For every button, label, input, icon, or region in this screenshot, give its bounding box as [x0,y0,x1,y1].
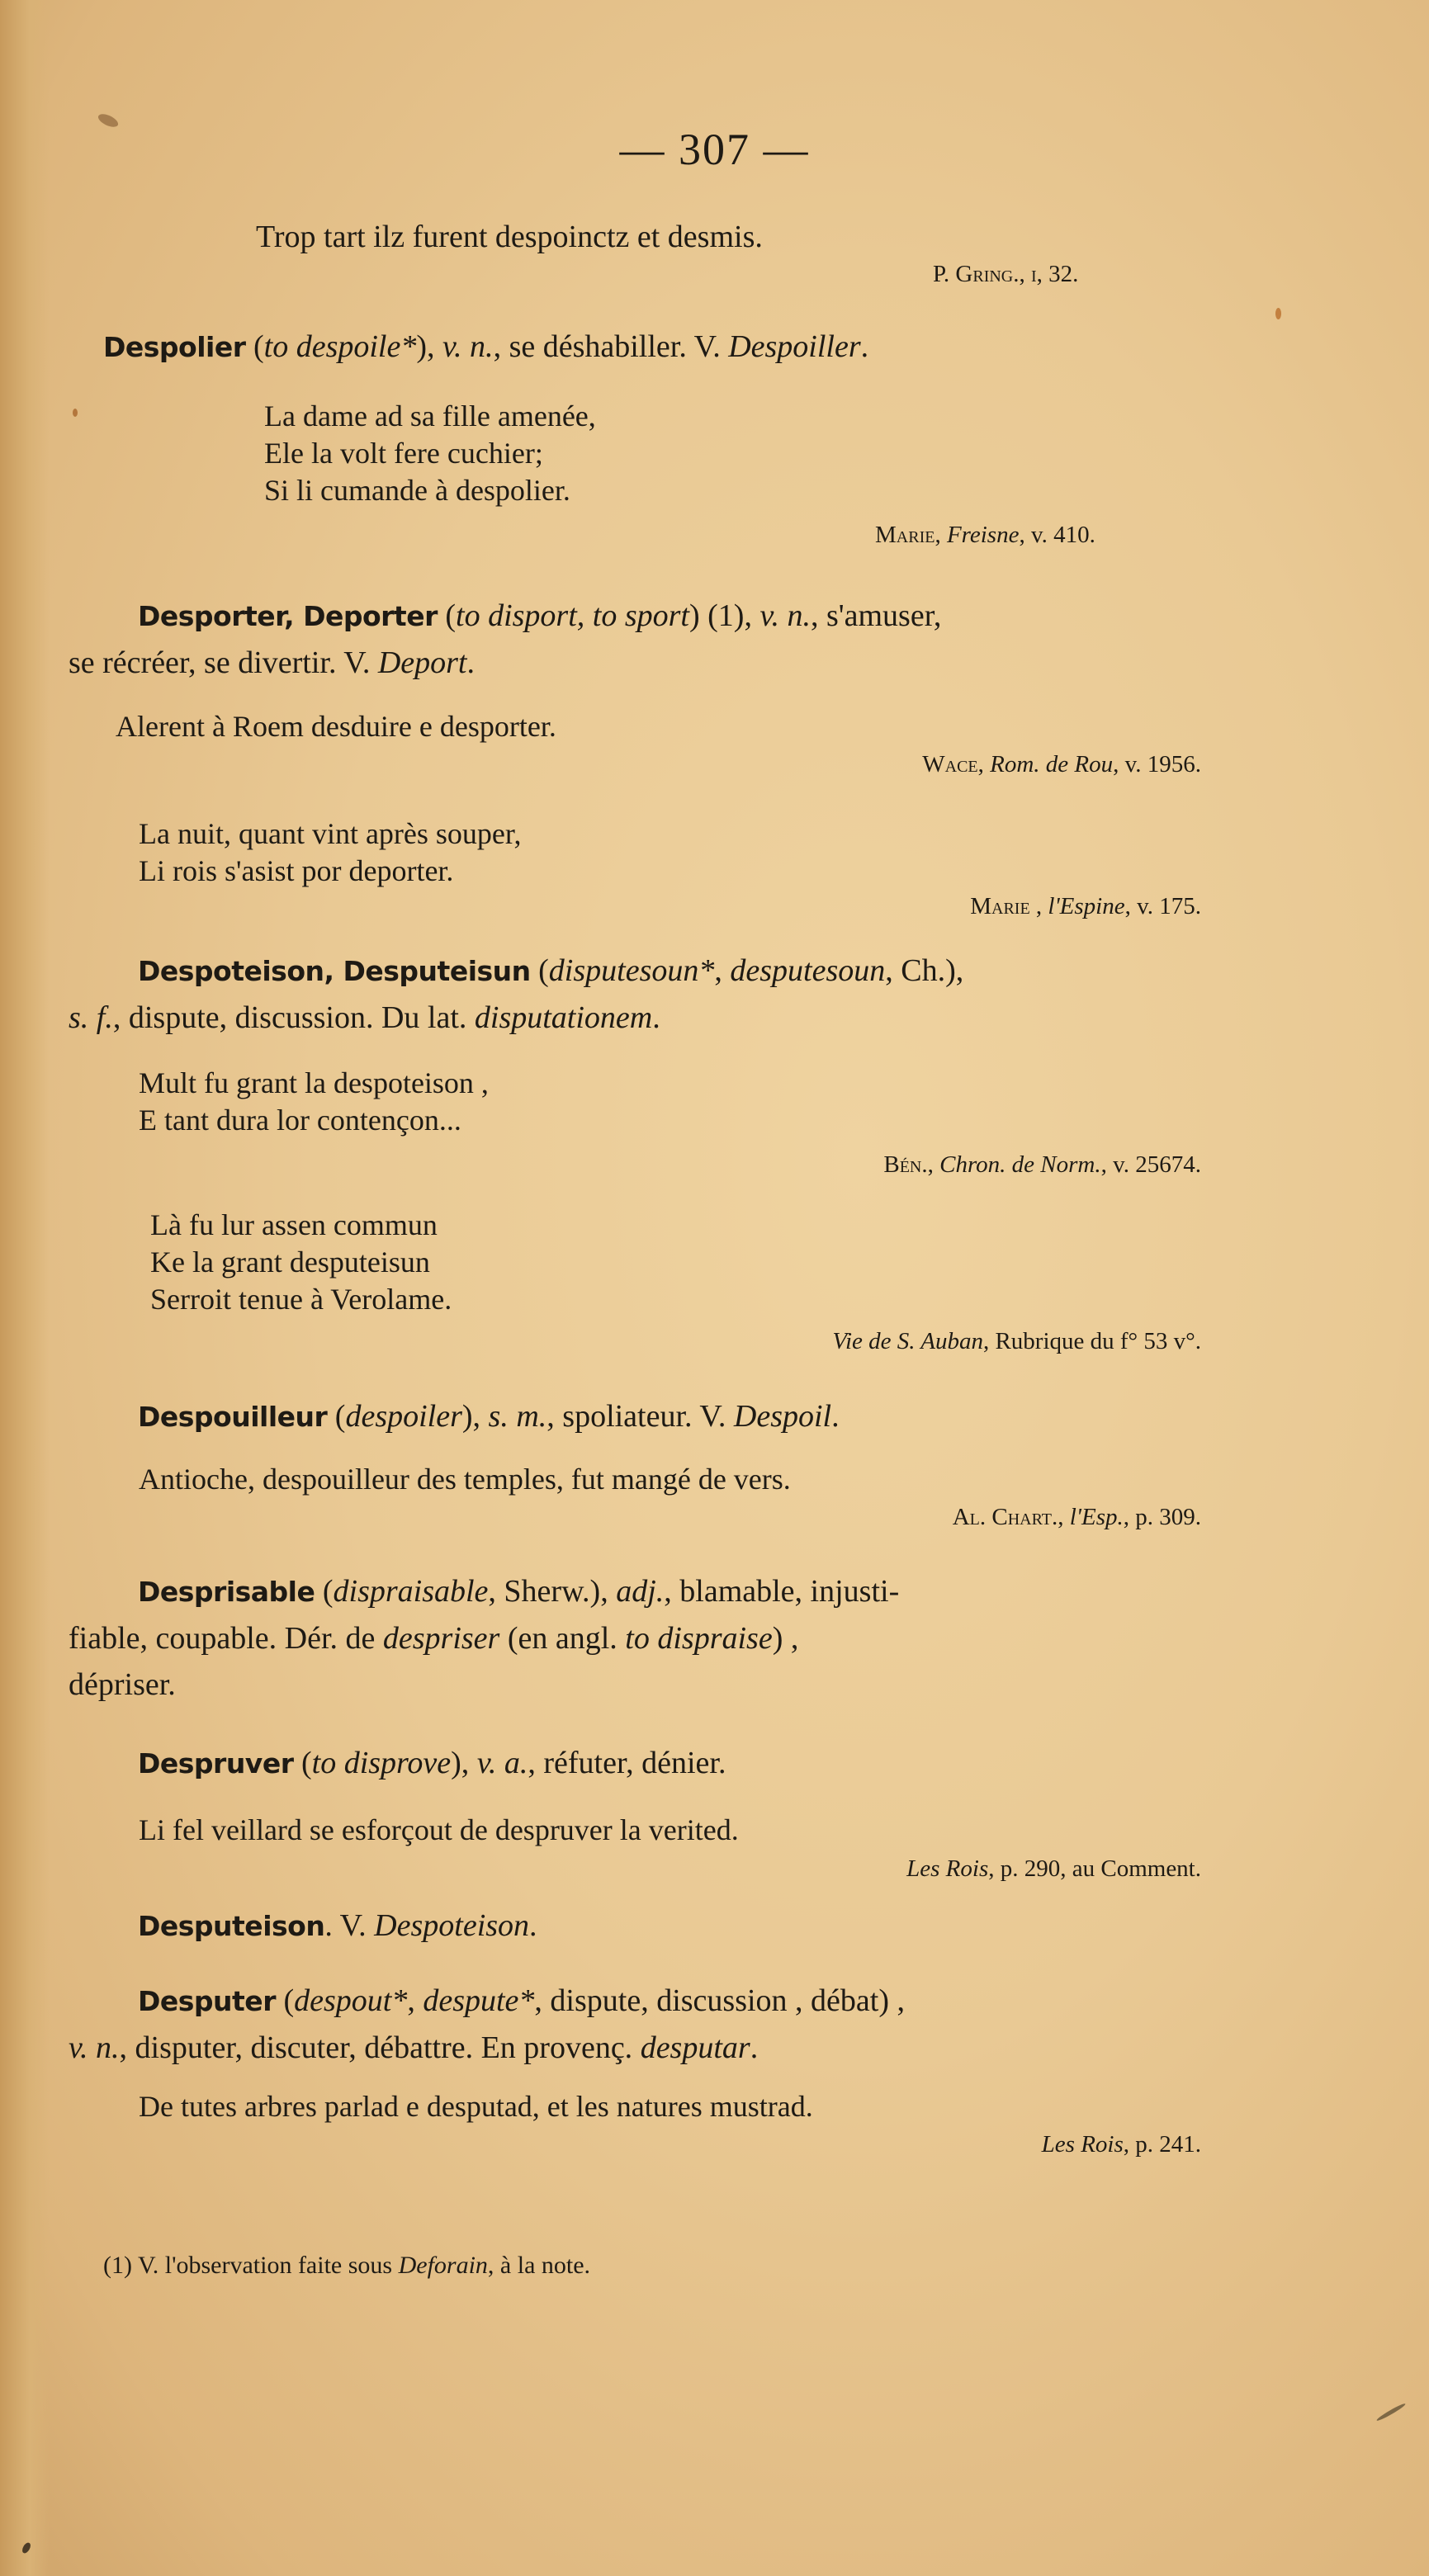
verse-line: Ke la grant desputeisun [150,1245,430,1279]
quote-citation: Marie, Freisne, v. 410. [875,522,1095,548]
quote-citation [268,2129,1201,2159]
definition-text: , Sherw.), [488,1574,617,1609]
definition-text: ), [416,329,443,364]
definition-line: dépriser. [69,1667,176,1702]
quote-verse [150,1207,452,1318]
quote-citation [268,1854,1201,1884]
entry-despoteison [69,948,1391,1041]
grammar-label: adj. [616,1574,665,1609]
definition-text: , dispute, discussion. Du lat. [112,1000,475,1035]
verse-line: Si li cumande à despolier. [264,474,570,507]
definition-text: ) , [772,1621,799,1656]
citation-work: Freisne [946,522,1020,548]
top-quote-text: Trop tart ilz furent despoinctz et desmis. [256,220,763,254]
grammar-label: s. m. [488,1399,547,1434]
verse-line: Serroit tenue à Verolame. [150,1283,452,1316]
verse-line: Ele la volt fere cuchier; [264,437,543,470]
etymon: to disport, to sport [456,598,689,633]
footnote [103,2252,590,2280]
definition-text: , s'amuser, [811,598,942,633]
definition-text: , disputer, discuter, débattre. En provenç. [119,2030,641,2065]
quote-verse [139,1812,739,1849]
verse-line: La dame ad sa fille amenée, [264,399,596,432]
entry-despouilleur [103,1393,1391,1440]
definition-text: . [652,1000,660,1035]
entry-desprisable [69,1568,1391,1708]
footnote-reference: Deforain [398,2252,488,2279]
grammar-label: v. n. [442,329,494,364]
cross-reference: Despoteison [374,1908,530,1943]
page-number: — 307 — [619,125,810,174]
definition-text: ( [253,329,264,364]
etymon: dispraisable [333,1574,489,1609]
definition-text: , [407,1983,423,2018]
cross-reference: Deport [377,645,467,680]
entry-desporter [69,593,1391,686]
verse-line: Là fu lur assen commun [150,1208,438,1241]
etymon: despriser [382,1621,500,1656]
verse-line: Li fel veillard se esforçout de despruver la verited. [139,1813,739,1846]
citation-ref: , v. 25674. [1100,1151,1201,1178]
entry-despruver [103,1740,1391,1787]
definition-text: , [714,953,731,988]
definition-text: ( [538,953,549,988]
quote-verse [264,398,596,509]
headword: Despouilleur [138,1401,328,1433]
headword: Desputeison [138,1910,325,1942]
cross-reference: Despoiller [728,329,861,364]
citation-author: Marie [970,893,1030,919]
quote-verse [116,708,556,745]
quote-citation: Bén., Chron. de Norm., v. 25674. [883,1151,1201,1178]
etymon: disputationem [474,1000,653,1035]
definition-line [103,1568,1391,1615]
definition-line [103,593,1391,640]
definition-text: , spoliateur. V. [547,1399,734,1434]
etymon: despute* [423,1983,535,2018]
citation-ref: , Rubrique du f° 53 v°. [982,1328,1201,1354]
citation-ref: , v. 175. [1124,893,1201,919]
definition-line [103,1902,1391,1950]
verse-line: Li rois s'asist por deporter. [139,854,454,887]
citation-work: Rom. de Rou [990,751,1114,778]
verse-line: Antioche, despouilleur des temples, fut mangé de vers. [139,1463,791,1496]
citation-author: Al. Chart. [952,1504,1058,1530]
definition-text: . [831,1399,840,1434]
verse-line: De tutes arbres parlad e desputad, et les natures mustrad. [139,2090,813,2123]
quote-verse [139,815,521,890]
headword: Desputer [138,1985,276,2017]
verse-line: Mult fu grant la despoteison , [139,1066,489,1099]
headword: Despolier [103,331,246,363]
definition-text: ), [461,1399,489,1434]
definition-text: ( [322,1574,334,1609]
grammar-label: v. a. [476,1746,528,1780]
quote-citation: Al. Chart., l'Esp., p. 309. [952,1504,1201,1530]
definition-text: , se déshabiller. V. [493,329,729,364]
definition-text: ( [334,1399,346,1434]
definition-text: ( [283,1983,295,2018]
headword: Despoteison, Desputeisun [138,955,531,987]
paper-speck [73,409,78,417]
quote-verse [139,1065,489,1139]
headword: Desporter, Deporter [138,600,438,632]
top-quote-citation: P. Gring., i, 32. [933,261,1079,287]
definition-line [103,1740,1391,1787]
definition-text: , Ch.), [885,953,964,988]
definition-text: se récréer, se divertir. V. [69,645,378,680]
etymon: desputar [640,2030,750,2065]
paper-speck [1275,308,1281,319]
citation-ref: , p. 309. [1123,1504,1201,1530]
etymon: to dispraise [625,1621,773,1656]
definition-text: ) (1), [688,598,760,633]
definition-line [103,948,1391,995]
etymon: despoiler [345,1399,462,1434]
definition-text: . [529,1908,537,1943]
paper-speck [21,2541,32,2555]
definition-text: . [860,329,869,364]
entry-desputer [69,1978,1391,2071]
headword: Desprisable [138,1576,315,1608]
etymon: to despoile* [263,329,417,364]
citation-author: Marie [875,522,935,548]
citation-work: Les Rois [1041,2131,1124,2158]
definition-text: ), [451,1746,477,1780]
definition-text: . [466,645,475,680]
definition-text: , réfuter, dénier. [528,1746,726,1780]
etymon: despout* [294,1983,408,2018]
definition-line [103,1978,1391,2025]
citation-author: Wace [922,751,978,778]
definition-text: (en angl. [499,1621,626,1656]
etymon: to disprove [311,1746,452,1780]
quote-citation [268,1326,1201,1356]
grammar-label: s. f. [69,1000,113,1035]
definition-line [69,995,1391,1041]
citation-ref: , p. 290, au Comment. [988,1855,1201,1882]
definition-text: ( [445,598,457,633]
citation-work: l'Esp. [1069,1504,1124,1530]
footnote-text: (1) V. l'observation faite sous [103,2252,399,2279]
verse-line: Alerent à Roem desduire e desporter. [116,710,556,743]
entry-despolier [103,324,1391,371]
definition-text: , dispute, discussion , débat) , [534,1983,905,2018]
verse-line: E tant dura lor contençon... [139,1104,461,1137]
quote-verse [139,1461,791,1498]
paper-speck [1375,2402,1406,2422]
citation-ref: , v. 1956. [1113,751,1201,778]
headword: Despruver [138,1747,294,1780]
cross-reference: Despoil [733,1399,832,1434]
definition-text: fiable, coupable. Dér. de [69,1621,383,1656]
etymon: desputesoun [730,953,886,988]
grammar-label: v. n. [69,2030,120,2065]
definition-line [103,1393,1391,1440]
quote-citation: Wace, Rom. de Rou, v. 1956. [922,751,1201,778]
quote-verse [139,2088,813,2125]
definition-line [69,1615,1391,1661]
grammar-label: v. n. [759,598,811,633]
citation-work: Chron. de Norm. [939,1151,1101,1178]
citation-work: l'Espine [1048,893,1125,919]
entry-desputeison [103,1902,1391,1950]
footnote-text: , à la note. [487,2252,591,2279]
definition-text: ( [300,1746,312,1780]
definition-line [69,640,1391,686]
definition-text: . V. [324,1908,375,1943]
citation-author: Bén. [883,1151,928,1178]
definition-text: . [750,2030,759,2065]
etymon: disputesoun* [548,953,715,988]
citation-work: Les Rois [906,1855,989,1882]
citation-ref: , p. 241. [1123,2131,1201,2158]
quote-citation: Marie , l'Espine, v. 175. [970,893,1201,919]
definition-text: , blamable, injusti- [664,1574,900,1609]
definition-line [69,2025,1391,2071]
verse-line: La nuit, quant vint après souper, [139,817,522,850]
citation-ref: , v. 410. [1019,522,1095,548]
citation-work: Vie de S. Auban [832,1328,983,1354]
